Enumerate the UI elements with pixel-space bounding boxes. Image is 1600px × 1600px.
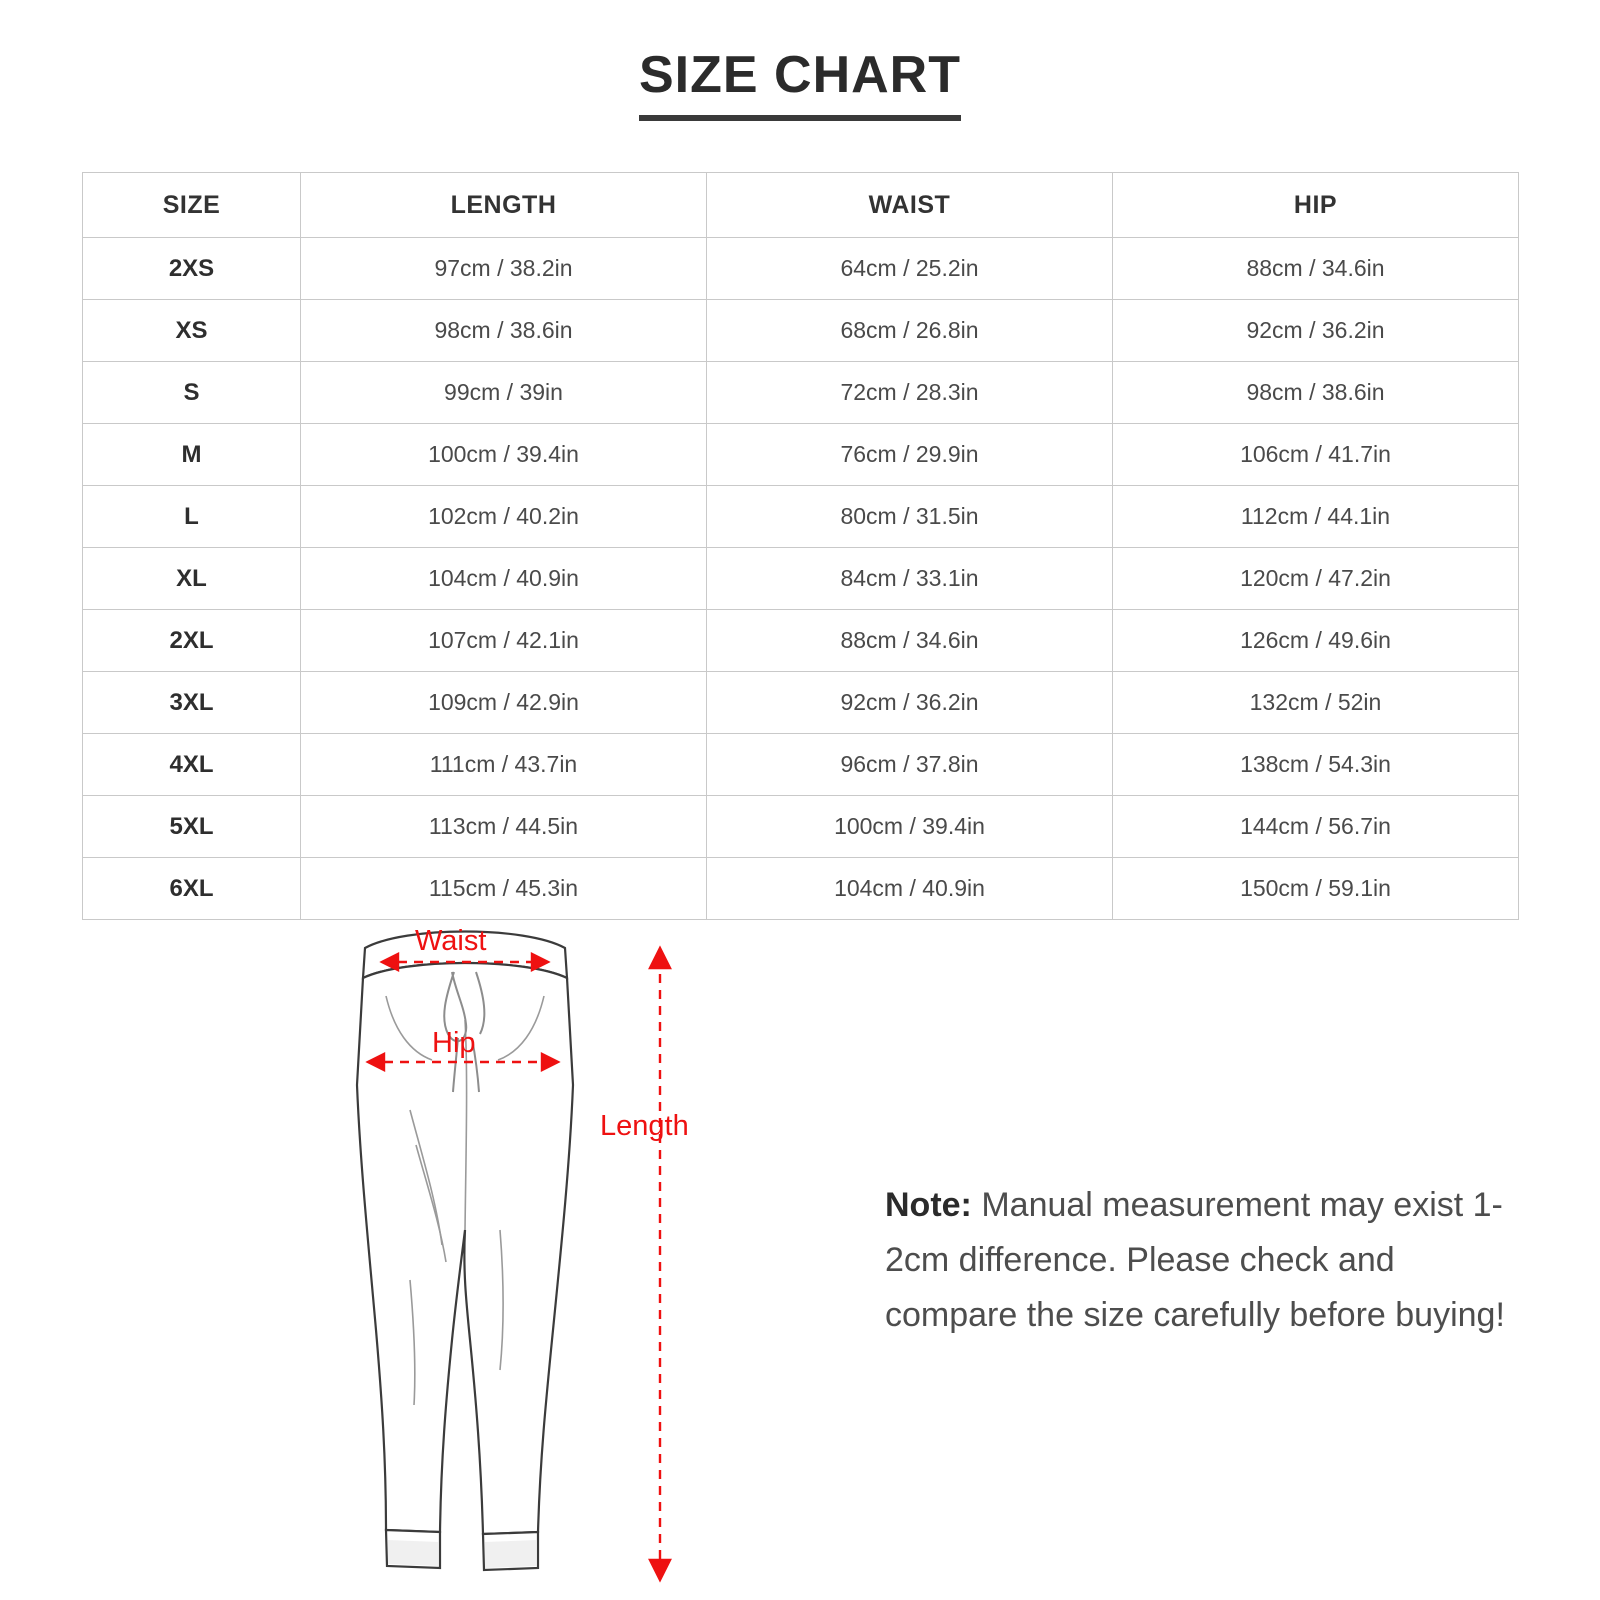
cell-waist: 100cm / 39.4in [707, 796, 1113, 858]
table-header-row [83, 173, 1519, 238]
cell-hip: 88cm / 34.6in [1113, 238, 1519, 300]
note-label: Note: [885, 1186, 972, 1224]
table-row [83, 300, 1519, 362]
cell-waist: 96cm / 37.8in [707, 734, 1113, 796]
cell-size: XL [83, 548, 301, 610]
cell-size: M [83, 424, 301, 486]
cell-size: 2XL [83, 610, 301, 672]
cell-hip: 112cm / 44.1in [1113, 486, 1519, 548]
cell-size: S [83, 362, 301, 424]
cell-hip: 150cm / 59.1in [1113, 858, 1519, 920]
measure-label-hip: Hip [432, 1027, 476, 1059]
cell-waist: 84cm / 33.1in [707, 548, 1113, 610]
column-header-size: SIZE [83, 173, 301, 238]
measure-label-waist: Waist [415, 925, 487, 957]
note-body: Manual measurement may exist 1-2cm difference. Please check and compare the size carefully before buying! [885, 1186, 1505, 1335]
cell-hip: 138cm / 54.3in [1113, 734, 1519, 796]
cell-length: 99cm / 39in [301, 362, 707, 424]
cell-length: 107cm / 42.1in [301, 610, 707, 672]
cell-waist: 64cm / 25.2in [707, 238, 1113, 300]
page-title-container [0, 48, 1600, 121]
size-table [82, 172, 1519, 920]
table-row [83, 548, 1519, 610]
cell-hip: 98cm / 38.6in [1113, 362, 1519, 424]
table-row [83, 610, 1519, 672]
table-row [83, 672, 1519, 734]
column-header-length: LENGTH [301, 173, 707, 238]
table-row [83, 238, 1519, 300]
cell-length: 100cm / 39.4in [301, 424, 707, 486]
table-row [83, 796, 1519, 858]
cell-length: 102cm / 40.2in [301, 486, 707, 548]
cell-hip: 144cm / 56.7in [1113, 796, 1519, 858]
cell-hip: 132cm / 52in [1113, 672, 1519, 734]
cell-hip: 120cm / 47.2in [1113, 548, 1519, 610]
cell-length: 109cm / 42.9in [301, 672, 707, 734]
table-row [83, 424, 1519, 486]
cell-waist: 72cm / 28.3in [707, 362, 1113, 424]
pants-illustration [290, 900, 750, 1590]
cell-waist: 68cm / 26.8in [707, 300, 1113, 362]
cell-size: 4XL [83, 734, 301, 796]
cell-waist: 80cm / 31.5in [707, 486, 1113, 548]
cell-waist: 76cm / 29.9in [707, 424, 1113, 486]
cell-size: 2XS [83, 238, 301, 300]
cell-waist: 88cm / 34.6in [707, 610, 1113, 672]
cell-length: 113cm / 44.5in [301, 796, 707, 858]
cell-size: L [83, 486, 301, 548]
cell-size: 3XL [83, 672, 301, 734]
cell-waist: 104cm / 40.9in [707, 858, 1113, 920]
cell-size: 6XL [83, 858, 301, 920]
cell-hip: 92cm / 36.2in [1113, 300, 1519, 362]
cell-size: XS [83, 300, 301, 362]
cell-size: 5XL [83, 796, 301, 858]
cell-length: 104cm / 40.9in [301, 548, 707, 610]
column-header-waist: WAIST [707, 173, 1113, 238]
page-title: SIZE CHART [639, 48, 961, 121]
table-row [83, 734, 1519, 796]
cell-hip: 126cm / 49.6in [1113, 610, 1519, 672]
cell-waist: 92cm / 36.2in [707, 672, 1113, 734]
cell-length: 97cm / 38.2in [301, 238, 707, 300]
measure-label-length: Length [600, 1110, 689, 1142]
note-text [885, 1178, 1505, 1343]
cell-length: 111cm / 43.7in [301, 734, 707, 796]
cell-length: 98cm / 38.6in [301, 300, 707, 362]
column-header-hip: HIP [1113, 173, 1519, 238]
size-table-container [82, 172, 1518, 920]
table-row [83, 486, 1519, 548]
cell-hip: 106cm / 41.7in [1113, 424, 1519, 486]
table-row [83, 362, 1519, 424]
cell-length: 115cm / 45.3in [301, 858, 707, 920]
